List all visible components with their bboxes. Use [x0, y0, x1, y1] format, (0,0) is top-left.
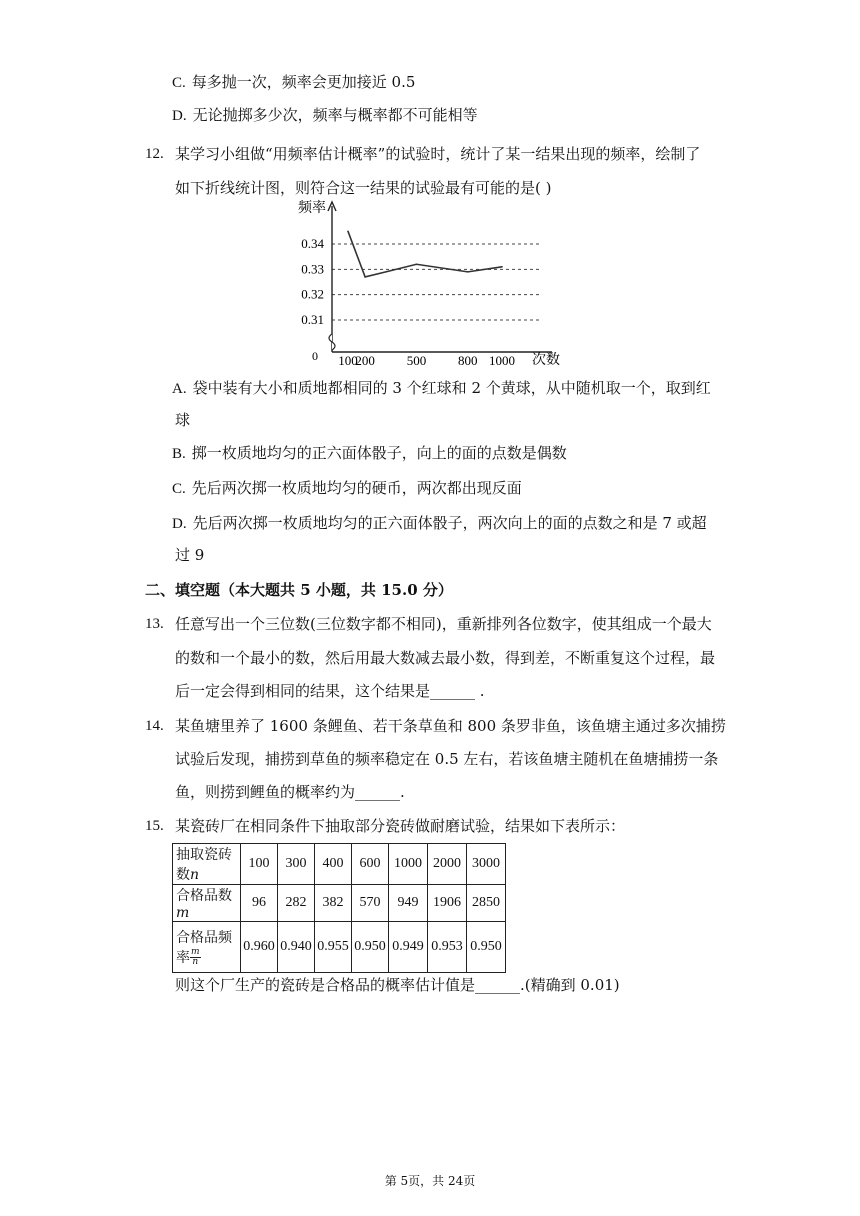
question-stem: 某学习小组做“用频率估计概率”的试验时，统计了某一结果出现的频率，绘制了 — [175, 145, 701, 163]
option-c — [172, 72, 415, 93]
y-axis-label: 频率 — [298, 200, 326, 216]
data-point — [416, 263, 418, 265]
option-letter: A. — [172, 381, 187, 397]
option-text-cont: 球 — [175, 411, 191, 429]
table-cell: 382 — [315, 885, 352, 922]
option-d — [172, 513, 707, 534]
table-cell: 0.953 — [428, 922, 467, 973]
table-cell: 0.950 — [467, 922, 506, 973]
table-cell: 400 — [315, 844, 352, 885]
option-c — [172, 478, 522, 499]
y-tick-label: 0.31 — [301, 312, 324, 327]
question-text: 任意写出一个三位数(三位数字都不相同)，重新排列各位数字，使其组成一个最大 — [175, 615, 712, 633]
table-row — [173, 844, 506, 885]
table-cell: 1906 — [428, 885, 467, 922]
x-tick-label: 100 — [338, 353, 358, 368]
table-row-header: 抽取瓷砖数n — [173, 844, 241, 885]
table-cell: 0.940 — [278, 922, 315, 973]
table-row-header: 合格品数m — [173, 885, 241, 922]
data-point — [364, 276, 366, 278]
table-cell: 0.960 — [241, 922, 278, 973]
question-text: 的数和一个最小的数，然后用最大数减去最小数，得到差，不断重复这个过程，最 — [175, 649, 716, 667]
option-text: 掷一枚质地均匀的正六面体骰子，向上的面的点数是偶数 — [191, 444, 567, 462]
question-text: 鱼，则捞到鲤鱼的概率约为______. — [175, 783, 405, 801]
series-line — [348, 231, 502, 277]
question-text: 试验后发现，捕捞到草鱼的频率稳定在 0.5 左右，若该鱼塘主随机在鱼塘捕捞一条 — [175, 750, 719, 768]
question-number: 13. — [145, 616, 164, 632]
chart-grid — [332, 244, 540, 320]
y-tick-label: 0.33 — [301, 261, 324, 277]
data-point — [347, 231, 349, 233]
table-cell: 949 — [389, 885, 428, 922]
table-cell: 100 — [241, 844, 278, 885]
x-axis-label: 次数 — [532, 352, 560, 368]
option-letter: C. — [172, 481, 186, 497]
question-text: 某瓷砖厂在相同条件下抽取部分瓷砖做耐磨试验，结果如下表所示： — [175, 817, 626, 835]
option-text: 每多抛一次，频率会更加接近 0.5 — [191, 73, 416, 91]
table-cell: 2000 — [428, 844, 467, 885]
table-cell: 3000 — [467, 844, 506, 885]
y-tick-label: 0.32 — [301, 286, 324, 302]
data-point — [501, 266, 503, 268]
table-cell: 2850 — [467, 885, 506, 922]
table-row-header: 合格品频率 $\frac{m}{n}$ — [173, 922, 241, 973]
table-cell: 0.950 — [352, 922, 389, 973]
option-text: 袋中装有大小和质地都相同的 3 个红球和 2 个黄球，从中随机取一个，取到红 — [192, 379, 711, 397]
data-point — [467, 271, 469, 273]
option-text-cont: 过 9 — [175, 546, 205, 564]
question-text: 后一定会得到相同的结果，这个结果是______ . — [175, 682, 485, 700]
option-text: 无论抛掷多少次，频率与概率都不可能相等 — [192, 106, 478, 124]
table-cell: 1000 — [389, 844, 428, 885]
origin-label: 0 — [312, 349, 318, 363]
option-d — [172, 105, 478, 126]
question-text: 某鱼塘里养了 1600 条鲤鱼、若干条草鱼和 800 条罗非鱼，该鱼塘主通过多次捕捞 — [175, 717, 726, 735]
question-number: 15. — [145, 818, 164, 834]
section-title: 二、填空题（本大题共 5 小题，共 15.0 分） — [145, 581, 453, 599]
option-b — [172, 443, 567, 464]
axis-break-mark — [329, 334, 335, 350]
table-cell: 96 — [241, 885, 278, 922]
y-tick-label: 0.34 — [301, 236, 324, 251]
results-table — [172, 843, 506, 973]
option-letter: C. — [172, 75, 186, 91]
option-letter: D. — [172, 108, 187, 124]
table-cell: 0.955 — [315, 922, 352, 973]
table-cell: 570 — [352, 885, 389, 922]
x-tick-label: 500 — [406, 353, 427, 368]
question-number: 14. — [145, 718, 164, 734]
option-text: 先后两次掷一枚质地均匀的正六面体骰子，两次向上的面的点数之和是 7 或超 — [192, 514, 707, 532]
question-stem: 如下折线统计图，则符合这一结果的试验最有可能的是( ) — [175, 179, 552, 197]
question-number: 12. — [145, 146, 164, 162]
x-tick-label: 200 — [355, 353, 375, 368]
table-cell: 282 — [278, 885, 315, 922]
x-tick-label: 1000 — [489, 353, 515, 368]
frequency-line-chart — [290, 198, 590, 370]
table-cell: 0.949 — [389, 922, 428, 973]
option-letter: D. — [172, 516, 187, 532]
chart-series — [347, 231, 503, 278]
table-cell: 300 — [278, 844, 315, 885]
table-row — [173, 922, 506, 973]
question-text: 则这个厂生产的瓷砖是合格品的概率估计值是______.(精确到 0.01) — [175, 976, 620, 994]
table-cell: 600 — [352, 844, 389, 885]
page-footer: 第 5页，共 24页 — [384, 1174, 476, 1188]
option-a — [172, 378, 711, 399]
fraction: $\frac{m}{n}$ — [191, 947, 200, 968]
table-row — [173, 885, 506, 922]
option-text: 先后两次掷一枚质地均匀的硬币，两次都出现反面 — [191, 479, 522, 497]
option-letter: B. — [172, 446, 186, 462]
x-tick-label: 800 — [458, 353, 478, 368]
